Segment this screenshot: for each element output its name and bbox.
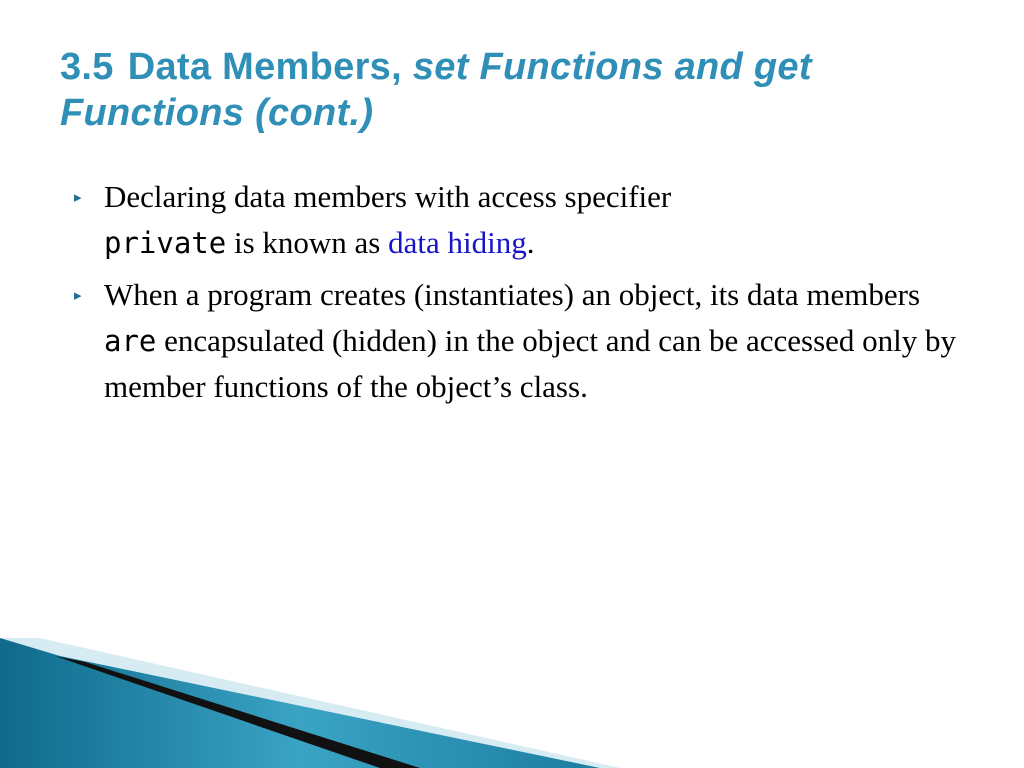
title-part1: Data Members, [127,46,413,88]
title-part2: set Functions and get [412,46,812,88]
highlight-term: data hiding [388,225,527,260]
title-number: 3.5 [60,46,114,88]
code-keyword: are [104,324,157,358]
bullet-item [72,272,972,410]
bullet-item [72,174,972,266]
bullet-text: is known as [226,225,389,260]
title-line2: Functions (cont.) [60,92,374,134]
bullet-arrow-icon: ▸ [74,188,82,206]
bullet-text: Declaring data members with access specifier [104,179,672,214]
bullet-text: When a program creates (instantiates) an object, its data members [104,277,921,312]
bullet-arrow-icon: ▸ [74,286,82,304]
code-keyword: private [104,226,227,260]
corner-decoration [0,638,1024,768]
slide-body [72,174,972,416]
slide-title [60,44,1000,136]
bullet-text: encapsulated (hidden) in the object and can be accessed only by member functions of the object’s class. [104,323,957,404]
bullet-text: . [526,225,535,260]
